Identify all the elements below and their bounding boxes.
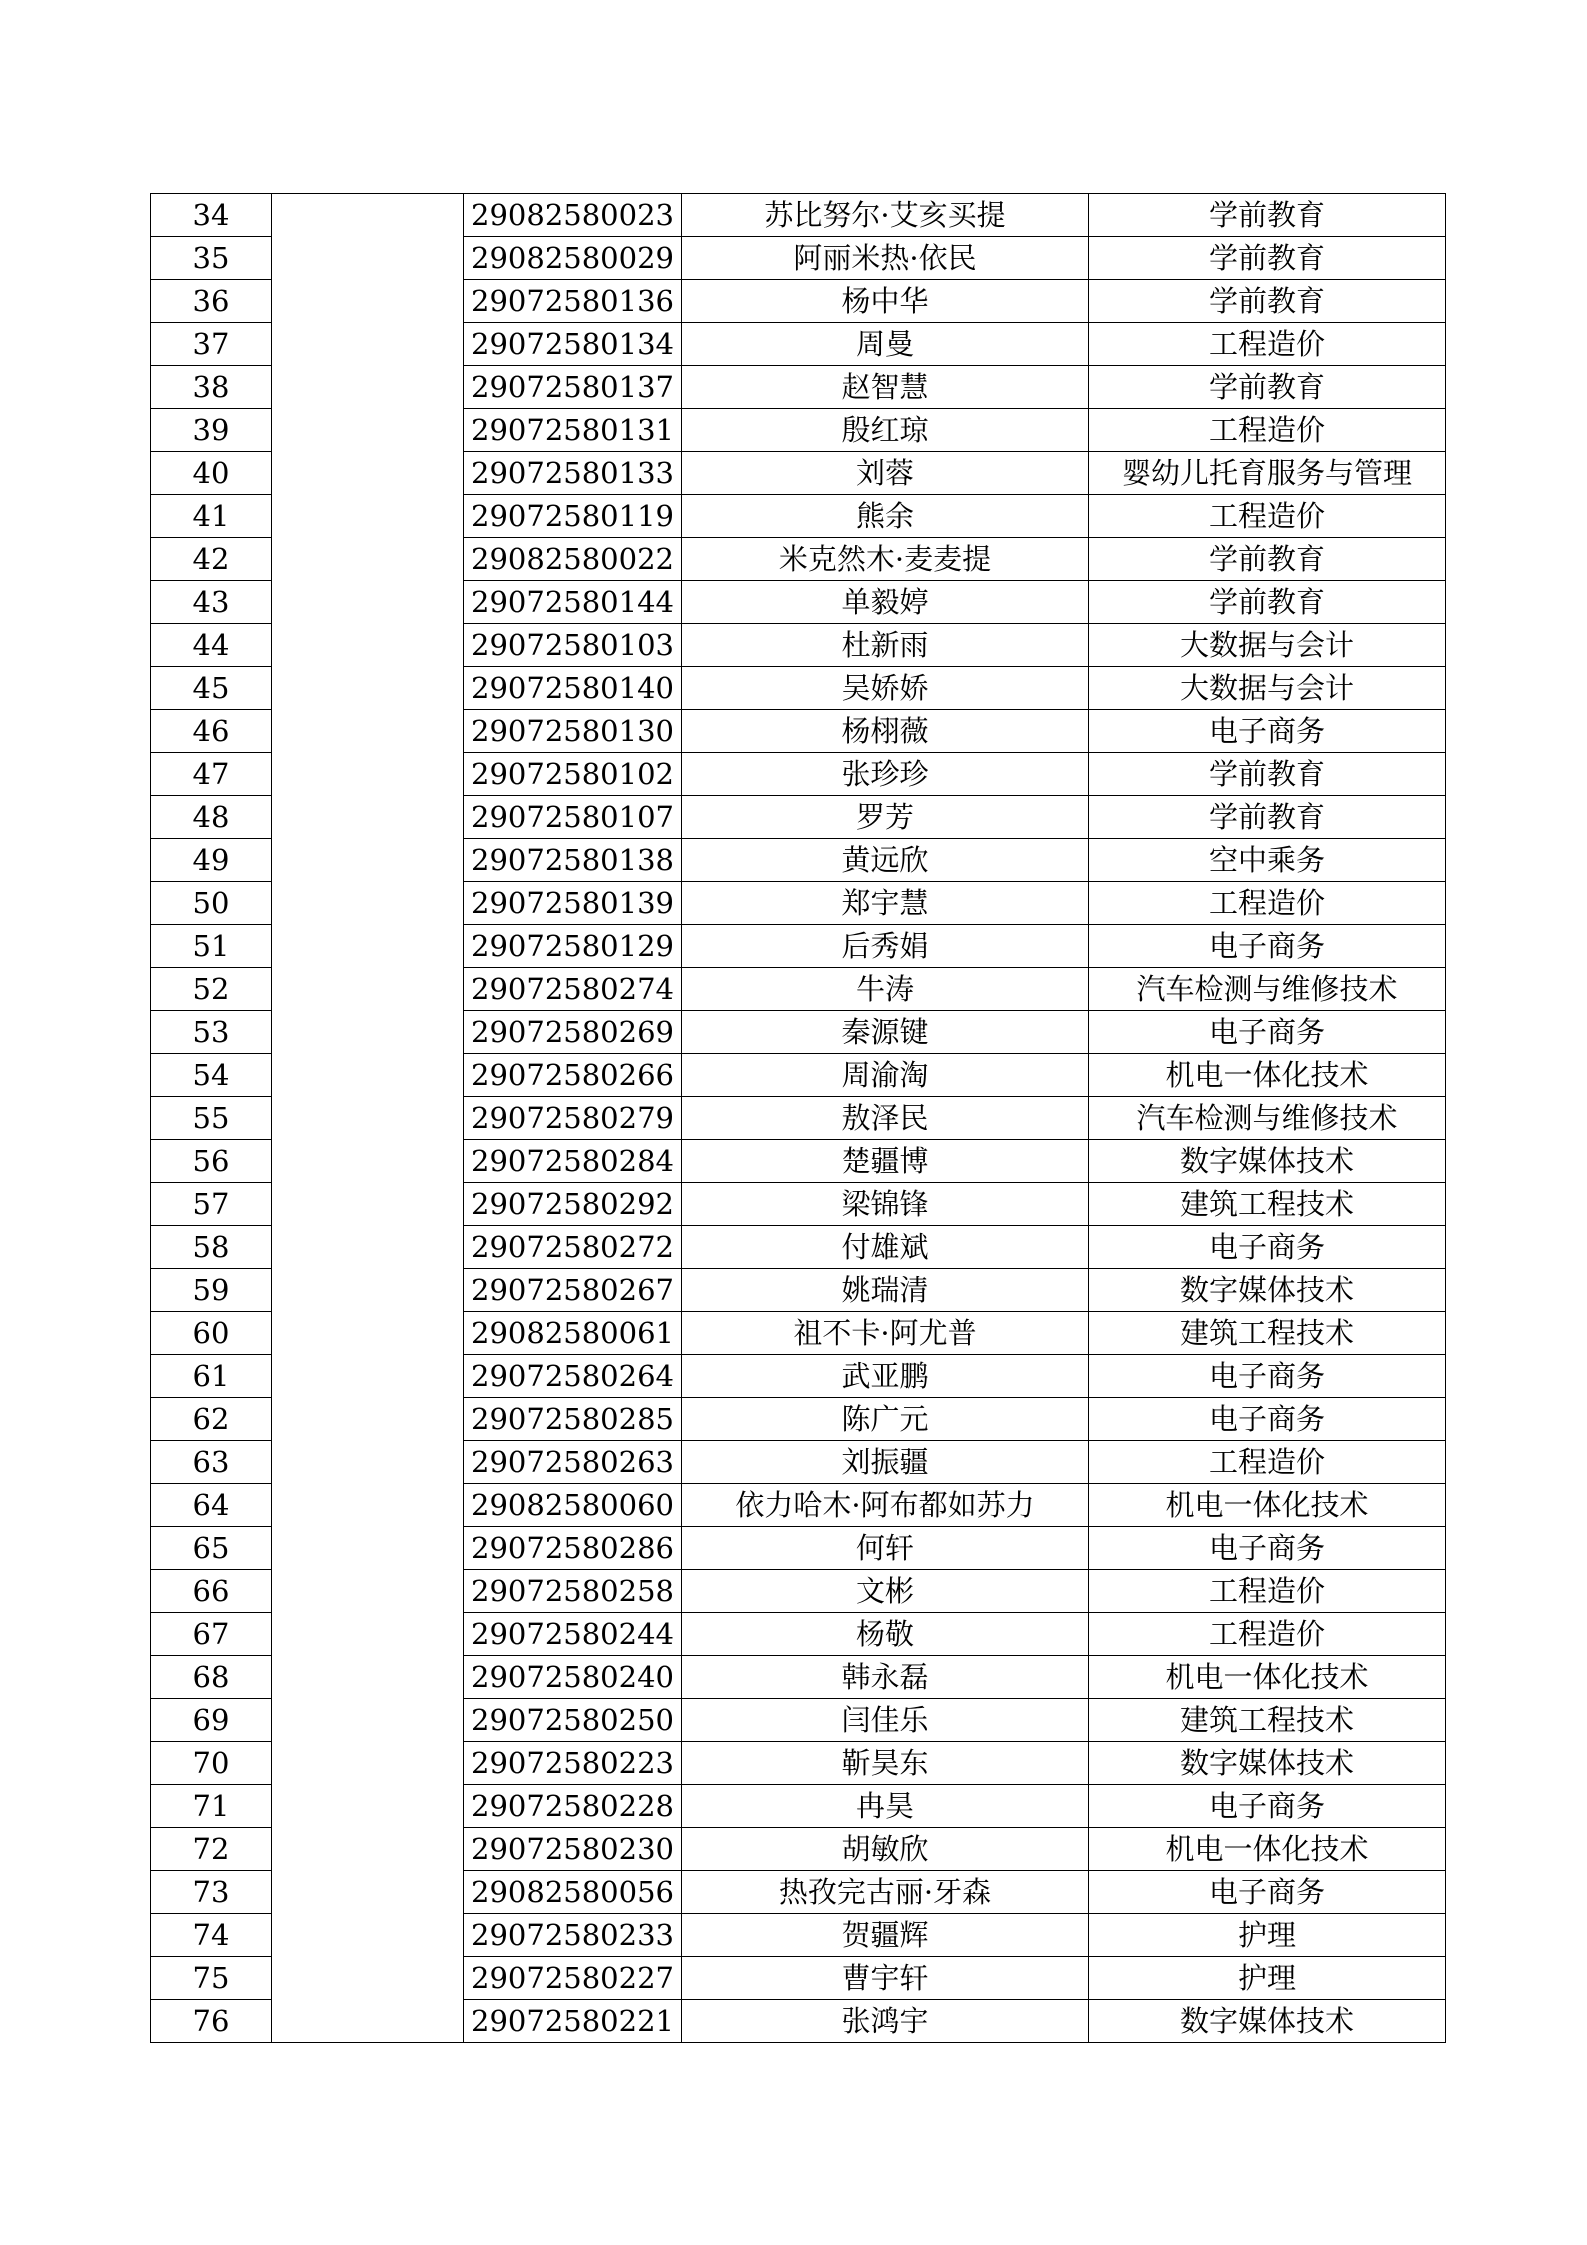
exam-id-cell: 29072580266 <box>464 1054 682 1097</box>
major-cell: 电子商务 <box>1089 925 1446 968</box>
row-number-cell: 71 <box>151 1785 272 1828</box>
student-name-cell: 杜新雨 <box>682 624 1089 667</box>
major-cell: 学前教育 <box>1089 366 1446 409</box>
major-cell: 工程造价 <box>1089 1570 1446 1613</box>
row-number-cell: 40 <box>151 452 272 495</box>
student-name-cell: 姚瑞清 <box>682 1269 1089 1312</box>
student-name-cell: 刘蓉 <box>682 452 1089 495</box>
student-name-cell: 依力哈木·阿布都如苏力 <box>682 1484 1089 1527</box>
major-cell: 数字媒体技术 <box>1089 2000 1446 2043</box>
student-name-cell: 刘振疆 <box>682 1441 1089 1484</box>
row-number-cell: 66 <box>151 1570 272 1613</box>
student-list-table <box>150 193 1446 2043</box>
exam-id-cell: 29072580227 <box>464 1957 682 2000</box>
student-name-cell: 周渝淘 <box>682 1054 1089 1097</box>
row-number-cell: 75 <box>151 1957 272 2000</box>
exam-id-cell: 29072580292 <box>464 1183 682 1226</box>
exam-id-cell: 29072580286 <box>464 1527 682 1570</box>
row-number-cell: 62 <box>151 1398 272 1441</box>
row-number-cell: 36 <box>151 280 272 323</box>
exam-id-cell: 29082580061 <box>464 1312 682 1355</box>
row-number-cell: 39 <box>151 409 272 452</box>
row-number-cell: 44 <box>151 624 272 667</box>
student-name-cell: 楚疆博 <box>682 1140 1089 1183</box>
row-number-cell: 64 <box>151 1484 272 1527</box>
row-number-cell: 34 <box>151 194 272 237</box>
student-name-cell: 曹宇轩 <box>682 1957 1089 2000</box>
student-name-cell: 韩永磊 <box>682 1656 1089 1699</box>
student-name-cell: 梁锦锋 <box>682 1183 1089 1226</box>
row-number-cell: 65 <box>151 1527 272 1570</box>
exam-id-cell: 29072580258 <box>464 1570 682 1613</box>
row-number-cell: 54 <box>151 1054 272 1097</box>
row-number-cell: 63 <box>151 1441 272 1484</box>
exam-id-cell: 29072580274 <box>464 968 682 1011</box>
exam-id-cell: 29072580285 <box>464 1398 682 1441</box>
major-cell: 空中乘务 <box>1089 839 1446 882</box>
major-cell: 婴幼儿托育服务与管理 <box>1089 452 1446 495</box>
major-cell: 电子商务 <box>1089 1871 1446 1914</box>
major-cell: 电子商务 <box>1089 710 1446 753</box>
major-cell: 电子商务 <box>1089 1785 1446 1828</box>
exam-id-cell: 29072580134 <box>464 323 682 366</box>
row-number-cell: 38 <box>151 366 272 409</box>
student-name-cell: 殷红琼 <box>682 409 1089 452</box>
student-name-cell: 牛涛 <box>682 968 1089 1011</box>
row-number-cell: 52 <box>151 968 272 1011</box>
student-name-cell: 黄远欣 <box>682 839 1089 882</box>
exam-id-cell: 29072580221 <box>464 2000 682 2043</box>
exam-id-cell: 29082580060 <box>464 1484 682 1527</box>
row-number-cell: 57 <box>151 1183 272 1226</box>
student-name-cell: 敖泽民 <box>682 1097 1089 1140</box>
row-number-cell: 61 <box>151 1355 272 1398</box>
major-cell: 数字媒体技术 <box>1089 1269 1446 1312</box>
major-cell: 建筑工程技术 <box>1089 1699 1446 1742</box>
major-cell: 学前教育 <box>1089 538 1446 581</box>
student-name-cell: 闫佳乐 <box>682 1699 1089 1742</box>
row-number-cell: 69 <box>151 1699 272 1742</box>
row-number-cell: 72 <box>151 1828 272 1871</box>
major-cell: 数字媒体技术 <box>1089 1140 1446 1183</box>
major-cell: 工程造价 <box>1089 409 1446 452</box>
row-number-cell: 76 <box>151 2000 272 2043</box>
row-number-cell: 50 <box>151 882 272 925</box>
exam-id-cell: 29072580228 <box>464 1785 682 1828</box>
student-name-cell: 贺疆辉 <box>682 1914 1089 1957</box>
major-cell: 大数据与会计 <box>1089 667 1446 710</box>
exam-id-cell: 29072580103 <box>464 624 682 667</box>
student-name-cell: 郑宇慧 <box>682 882 1089 925</box>
exam-id-cell: 29072580230 <box>464 1828 682 1871</box>
row-number-cell: 49 <box>151 839 272 882</box>
student-name-cell: 赵智慧 <box>682 366 1089 409</box>
student-name-cell: 周曼 <box>682 323 1089 366</box>
student-name-cell: 靳昊东 <box>682 1742 1089 1785</box>
major-cell: 电子商务 <box>1089 1011 1446 1054</box>
major-cell: 工程造价 <box>1089 495 1446 538</box>
row-number-cell: 60 <box>151 1312 272 1355</box>
major-cell: 机电一体化技术 <box>1089 1054 1446 1097</box>
major-cell: 电子商务 <box>1089 1226 1446 1269</box>
exam-id-cell: 29082580029 <box>464 237 682 280</box>
student-name-cell: 阿丽米热·依民 <box>682 237 1089 280</box>
row-number-cell: 47 <box>151 753 272 796</box>
exam-id-cell: 29072580223 <box>464 1742 682 1785</box>
major-cell: 汽车检测与维修技术 <box>1089 1097 1446 1140</box>
major-cell: 电子商务 <box>1089 1398 1446 1441</box>
exam-id-cell: 29072580130 <box>464 710 682 753</box>
exam-id-cell: 29072580244 <box>464 1613 682 1656</box>
student-name-cell: 杨栩薇 <box>682 710 1089 753</box>
exam-id-cell: 29072580131 <box>464 409 682 452</box>
exam-id-cell: 29072580264 <box>464 1355 682 1398</box>
student-name-cell: 陈广元 <box>682 1398 1089 1441</box>
merged-group-cell <box>272 194 464 2043</box>
exam-id-cell: 29072580233 <box>464 1914 682 1957</box>
student-name-cell: 胡敏欣 <box>682 1828 1089 1871</box>
student-name-cell: 秦源键 <box>682 1011 1089 1054</box>
major-cell: 学前教育 <box>1089 194 1446 237</box>
major-cell: 数字媒体技术 <box>1089 1742 1446 1785</box>
major-cell: 学前教育 <box>1089 796 1446 839</box>
major-cell: 电子商务 <box>1089 1355 1446 1398</box>
major-cell: 建筑工程技术 <box>1089 1183 1446 1226</box>
student-name-cell: 张鸿宇 <box>682 2000 1089 2043</box>
exam-id-cell: 29072580133 <box>464 452 682 495</box>
row-number-cell: 67 <box>151 1613 272 1656</box>
student-name-cell: 杨敬 <box>682 1613 1089 1656</box>
student-name-cell: 张珍珍 <box>682 753 1089 796</box>
row-number-cell: 45 <box>151 667 272 710</box>
exam-id-cell: 29072580140 <box>464 667 682 710</box>
exam-id-cell: 29072580139 <box>464 882 682 925</box>
major-cell: 汽车检测与维修技术 <box>1089 968 1446 1011</box>
row-number-cell: 48 <box>151 796 272 839</box>
student-name-cell: 罗芳 <box>682 796 1089 839</box>
exam-id-cell: 29072580240 <box>464 1656 682 1699</box>
student-name-cell: 吴娇娇 <box>682 667 1089 710</box>
row-number-cell: 56 <box>151 1140 272 1183</box>
exam-id-cell: 29082580056 <box>464 1871 682 1914</box>
exam-id-cell: 29072580279 <box>464 1097 682 1140</box>
exam-id-cell: 29072580269 <box>464 1011 682 1054</box>
exam-id-cell: 29072580267 <box>464 1269 682 1312</box>
major-cell: 工程造价 <box>1089 882 1446 925</box>
exam-id-cell: 29072580250 <box>464 1699 682 1742</box>
student-name-cell: 祖不卡·阿尤普 <box>682 1312 1089 1355</box>
exam-id-cell: 29072580284 <box>464 1140 682 1183</box>
major-cell: 学前教育 <box>1089 280 1446 323</box>
major-cell: 建筑工程技术 <box>1089 1312 1446 1355</box>
row-number-cell: 55 <box>151 1097 272 1140</box>
row-number-cell: 68 <box>151 1656 272 1699</box>
row-number-cell: 42 <box>151 538 272 581</box>
exam-id-cell: 29072580102 <box>464 753 682 796</box>
exam-id-cell: 29072580119 <box>464 495 682 538</box>
major-cell: 学前教育 <box>1089 753 1446 796</box>
row-number-cell: 74 <box>151 1914 272 1957</box>
row-number-cell: 43 <box>151 581 272 624</box>
table-body <box>151 194 1446 2043</box>
exam-id-cell: 29072580107 <box>464 796 682 839</box>
student-name-cell: 冉昊 <box>682 1785 1089 1828</box>
row-number-cell: 59 <box>151 1269 272 1312</box>
row-number-cell: 53 <box>151 1011 272 1054</box>
exam-id-cell: 29072580138 <box>464 839 682 882</box>
student-name-cell: 米克然木·麦麦提 <box>682 538 1089 581</box>
row-number-cell: 73 <box>151 1871 272 1914</box>
major-cell: 护理 <box>1089 1914 1446 1957</box>
exam-id-cell: 29072580129 <box>464 925 682 968</box>
student-name-cell: 何轩 <box>682 1527 1089 1570</box>
student-name-cell: 热孜完古丽·牙森 <box>682 1871 1089 1914</box>
student-name-cell: 文彬 <box>682 1570 1089 1613</box>
exam-id-cell: 29072580272 <box>464 1226 682 1269</box>
student-name-cell: 单毅婷 <box>682 581 1089 624</box>
exam-id-cell: 29072580263 <box>464 1441 682 1484</box>
exam-id-cell: 29072580137 <box>464 366 682 409</box>
student-name-cell: 武亚鹏 <box>682 1355 1089 1398</box>
major-cell: 大数据与会计 <box>1089 624 1446 667</box>
student-name-cell: 熊余 <box>682 495 1089 538</box>
row-number-cell: 51 <box>151 925 272 968</box>
table-row <box>151 194 1446 237</box>
row-number-cell: 70 <box>151 1742 272 1785</box>
major-cell: 机电一体化技术 <box>1089 1656 1446 1699</box>
major-cell: 学前教育 <box>1089 581 1446 624</box>
exam-id-cell: 29082580022 <box>464 538 682 581</box>
major-cell: 学前教育 <box>1089 237 1446 280</box>
student-name-cell: 杨中华 <box>682 280 1089 323</box>
student-name-cell: 后秀娟 <box>682 925 1089 968</box>
exam-id-cell: 29072580136 <box>464 280 682 323</box>
row-number-cell: 58 <box>151 1226 272 1269</box>
major-cell: 机电一体化技术 <box>1089 1828 1446 1871</box>
student-name-cell: 付雄斌 <box>682 1226 1089 1269</box>
student-name-cell: 苏比努尔·艾亥买提 <box>682 194 1089 237</box>
major-cell: 护理 <box>1089 1957 1446 2000</box>
exam-id-cell: 29082580023 <box>464 194 682 237</box>
major-cell: 机电一体化技术 <box>1089 1484 1446 1527</box>
major-cell: 工程造价 <box>1089 1441 1446 1484</box>
row-number-cell: 37 <box>151 323 272 366</box>
exam-id-cell: 29072580144 <box>464 581 682 624</box>
major-cell: 工程造价 <box>1089 1613 1446 1656</box>
row-number-cell: 41 <box>151 495 272 538</box>
row-number-cell: 35 <box>151 237 272 280</box>
major-cell: 电子商务 <box>1089 1527 1446 1570</box>
row-number-cell: 46 <box>151 710 272 753</box>
major-cell: 工程造价 <box>1089 323 1446 366</box>
